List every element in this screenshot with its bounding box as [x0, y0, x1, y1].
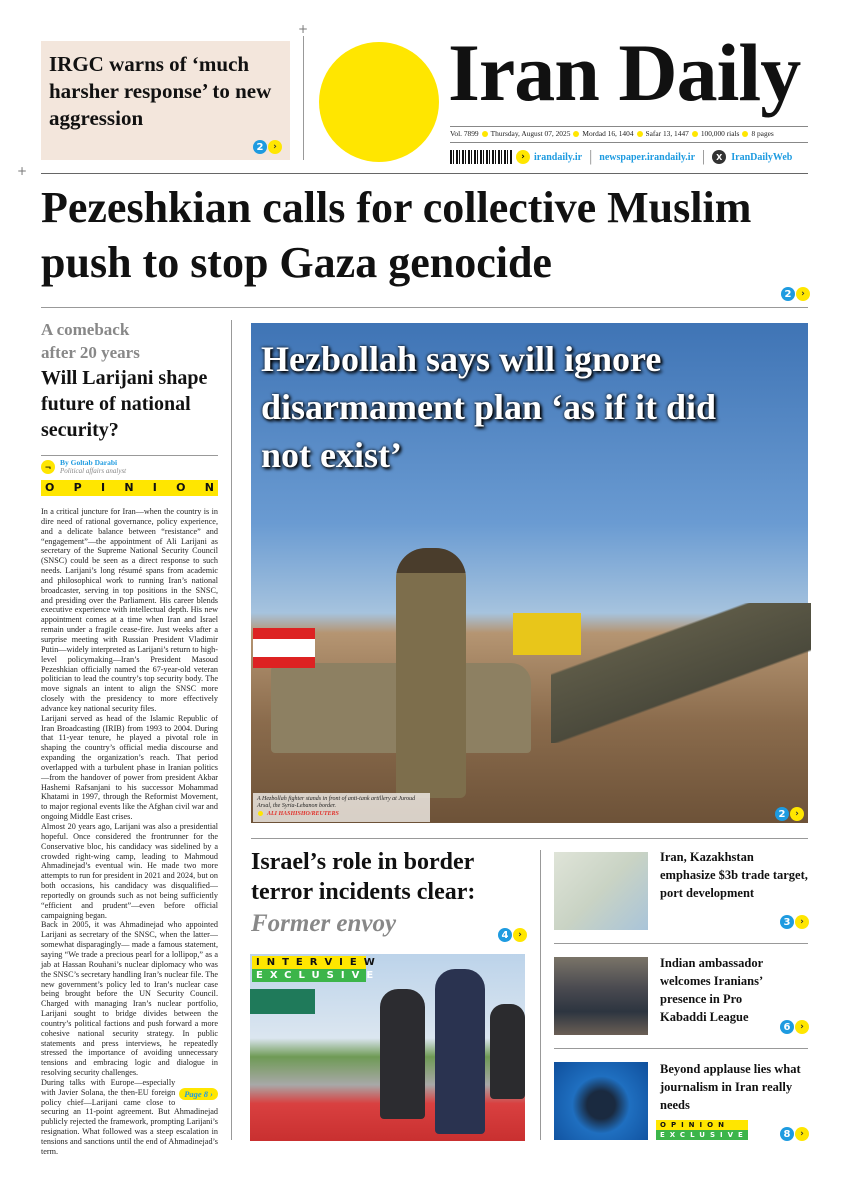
page-badge[interactable]: 3 ›	[780, 915, 809, 929]
crop-mark: +	[298, 22, 309, 36]
teaser-headline: IRGC warns of ‘much harsher response’ to new aggression	[49, 52, 272, 130]
opinion-headline[interactable]: Will Larijani shape future of national security?	[41, 367, 208, 441]
paragraph: Back in 2005, it was Ahmadinejad who appointed Larijani as secretary of the SNSC, when the latter—somewhat disparagingly— made a famous statement, saying “We trade a precious pearl for a lollipop,” as a jab at Hassan Rouhani’s nuclear diplomacy who was the SNSC’s secretary handling Iran’s nuclear file. The new government’s policy led to Iran’s nuclear case being brought before the UN Security Council. Charged with managing Iran’s nuclear portfolio, Larijani sought to bridge divides between the country’s political factions and push forward a more cohesive national security strategy. In public statements and press interviews, he repeatedly stressed the importance of avoiding unnecessary tensions and embracing logic and dialogue in resolving security challenges.	[41, 920, 218, 1078]
side-headline[interactable]: Indian ambassador welcomes Iranians’ presence in Pro Kabaddi League	[660, 956, 763, 1024]
page-badge[interactable]: 8 ›	[780, 1127, 809, 1141]
website-link[interactable]: irandaily.ir	[534, 151, 583, 163]
person-figure	[490, 1004, 525, 1099]
divider	[450, 142, 808, 143]
interview-badge: INTERVIEW EXCLUSIVE	[252, 956, 366, 982]
side-headline[interactable]: Beyond applause lies what journalism in Iran really needs	[660, 1062, 801, 1112]
artillery-shape	[551, 603, 811, 743]
map-photo[interactable]	[554, 852, 648, 930]
photo-credit: ALI HASHISHO/REUTERS	[267, 811, 339, 817]
page-badge[interactable]: 2 ›	[253, 140, 282, 154]
chevron-right-icon: ›	[513, 928, 527, 942]
paragraph: Larijani served as head of the Islamic Republic of Iran Broadcasting (IRIB) from 1993 to 2004. During that 11-year tenure, he played a pivotal role in shaping the country’s official media discourse and expanding the organization’s reach. That period overlapped with a turbulent phase in Iranian politics—from the handover of power from president Akbar Hashemi Rafsanjani to his successor Mohammad Khatami in 1997, through the Reformist Movement, to major regional events like the Afghan civil war and ongoing Middle East crises.	[41, 713, 218, 822]
divider	[450, 126, 808, 127]
author-role: Political affairs analyst	[60, 467, 127, 475]
divider	[41, 455, 218, 456]
kabaddi-photo[interactable]	[554, 957, 648, 1035]
opinion-body	[41, 507, 218, 1156]
israel-headline[interactable]: Israel’s role in border terror incidents clear:	[251, 849, 476, 905]
x-handle-link[interactable]: IranDailyWeb	[731, 151, 793, 163]
yellow-circle-logo	[319, 42, 439, 162]
author-name: By Goltab Darabi	[60, 458, 118, 467]
divider	[554, 1048, 808, 1049]
divider	[251, 838, 808, 839]
divider	[303, 36, 304, 160]
lebanon-flag	[253, 628, 315, 668]
photo-caption: A Hezbollah fighter stands in front of anti-tank artillery at Juroud Arsal, the Syria-Lebanon border.	[257, 796, 416, 809]
paragraph: Page 8 › During talks with Europe—especially with Javier Solana, the then-EU foreign policy chief—Larijani came close to securing an 11-point agreement. But Ahmadinejad publicly rejected the framework, prompting Larijani’s resignation. What followed was a steep escalation in tensions and sanctions until the end of Ahmadinejad’s term.	[41, 1077, 218, 1156]
paragraph: Almost 20 years ago, Larijani was also a presidential hopeful. Once considered the frontrunner for the Conservative bloc, his candidacy was sidelined by a crowded right-wing camp, leading to Mahmoud Ahmadinejad’s eventual win. He made two more attempts to run for president in 2021 and 2024, but on both occasions, his candidacy was disqualified—reportedly on grounds such as not being sufficiently “efficient and prudent”—even before official campaigning began.	[41, 822, 218, 920]
issue-info: Vol. 7899 Thursday, August 07, 2025 Mordad 16, 1404 Safar 13, 1447 100,000 rials 8 pages	[450, 129, 774, 138]
chevron-right-icon: ›	[516, 150, 530, 164]
israel-subhead: Former envoy	[251, 910, 397, 937]
journalism-photo[interactable]	[554, 1062, 648, 1140]
opinion-kicker: A comeback after 20 years	[41, 320, 140, 362]
fighter-figure	[396, 548, 466, 798]
author-icon: ¬	[41, 460, 55, 474]
hezbollah-flag	[513, 613, 581, 655]
lead-headline[interactable]: Pezeshkian calls for collective Muslim push to stop Gaza genocide	[41, 183, 752, 287]
photo-caption-box	[253, 793, 430, 822]
chevron-right-icon: ›	[795, 1020, 809, 1034]
top-teaser[interactable]	[41, 41, 290, 160]
page-badge[interactable]: 2 ›	[781, 287, 810, 301]
chevron-right-icon: ›	[268, 140, 282, 154]
masthead-title: Iran Daily	[448, 27, 801, 118]
opinion-label: O P I N I O N	[41, 480, 218, 496]
links-bar: › irandaily.ir | newspaper.irandaily.ir | X IranDailyWeb	[450, 148, 810, 166]
photo-headline: Hezbollah says will ignore disarmament plan ‘as if it did not exist’	[261, 339, 717, 475]
x-logo-icon: X	[712, 150, 726, 164]
page-badge[interactable]: 4 ›	[498, 928, 527, 942]
chevron-right-icon: ›	[795, 1127, 809, 1141]
divider	[41, 307, 808, 308]
crop-mark: +	[17, 164, 28, 178]
divider	[41, 173, 808, 174]
page-badge[interactable]: 2 ›	[775, 807, 804, 821]
main-photo[interactable]	[251, 323, 808, 823]
opinion-exclusive-badge: OPINION EXCLUSIVE	[656, 1120, 748, 1140]
barcode-icon	[450, 150, 512, 164]
page-badge[interactable]: 6 ›	[780, 1020, 809, 1034]
paragraph: In a critical juncture for Iran—when the country is in dire need of rational governance, policy experience, and a delicate balance between “resistance” and “engagement”—the appointment of Ali Larijani as secretary of the Supreme National Security Council (SNSC) could be seen as a direct response to such needs. Larijani’s long résumé spans from academic and philosophical work to running Iran’s national broadcaster, serving in top positions in the SNSC, and presiding over the Parliament. His career blends executive experience with intellectual depth. His new appointment comes at a time when Iran and Israel remain under a fragile cease-fire. Just weeks after a surprise meeting with Russian President Vladimir Putin—widely interpreted as Larijani’s return to high-level policymaking—Iran’s President Masoud Pezeshkian officially named the 67-year-old veteran politician to lead the country’s top security body. The move signals an intent to align the SNSC more closely with the presidency to more effectively advance key national security files.	[41, 507, 218, 713]
divider	[540, 850, 541, 1140]
israel-photo[interactable]	[250, 954, 525, 1141]
person-figure	[435, 969, 485, 1134]
continued-button[interactable]: Page 8 ›	[179, 1088, 218, 1100]
divider	[554, 943, 808, 944]
chevron-right-icon: ›	[795, 915, 809, 929]
chevron-right-icon: ›	[790, 807, 804, 821]
divider	[231, 320, 232, 1140]
chevron-right-icon: ›	[796, 287, 810, 301]
epaper-link[interactable]: newspaper.irandaily.ir	[599, 151, 696, 163]
side-headline[interactable]: Iran, Kazakhstan emphasize $3b trade target, port development	[660, 850, 808, 900]
person-figure	[380, 989, 425, 1119]
tent-shape	[250, 989, 315, 1014]
